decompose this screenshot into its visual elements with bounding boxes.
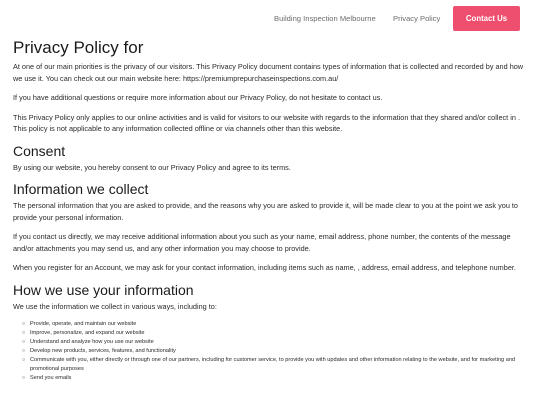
page-title: Privacy Policy for (13, 38, 144, 57)
section-heading-information-collect: Information we collect (13, 181, 149, 197)
list-item-text: Develop new products, services, features, and functionality (30, 348, 176, 354)
list-item (22, 356, 528, 374)
intro-paragraph: At one of our main priorities is the privacy of our visitors. This Privacy Policy document contains types of information that is collected and recorded by and how we use it. You can check out our main website here: https://premiumprepurchaseinspections.com.au/ (13, 62, 524, 83)
bullet-icon: ○ (22, 339, 26, 345)
list-item (22, 338, 528, 347)
list-item (22, 347, 528, 356)
list-item-text: Communicate with you, either directly or through one of our partners, including for customer service, to provide you with updates and other information relating to the website, and for marketing and promotional purposes (30, 357, 516, 372)
list-item (22, 374, 528, 383)
info-paragraph: If you contact us directly, we may receive additional information about you such as your name, email address, phone number, the contents of the message and/or attachments you may send us, and any other information you may choose to provide. (13, 232, 511, 253)
intro-paragraph: This Privacy Policy only applies to our online activities and is valid for visitors to our website with regards to the information that they shared and/or collect in . This policy is not applicable to any information collected offline or via channels other than this website. (13, 112, 520, 133)
section-heading-how-we-use: How we use your information (13, 281, 194, 298)
bullet-icon: ○ (22, 330, 26, 336)
bullet-icon: ○ (22, 321, 26, 327)
list-item-text: Understand and analyze how you use our website (30, 339, 154, 345)
how-we-use-intro: We use the information we collect in various ways, including to: (13, 301, 217, 311)
info-paragraph: When you register for an Account, we may ask for your contact information, including items such as name, , address, email address, and telephone number. (13, 263, 516, 272)
list-item-text: Send you emails (30, 375, 72, 381)
consent-paragraph: By using our website, you hereby consent to our Privacy Policy and agree to its terms. (13, 162, 291, 172)
nav-link-privacy-policy[interactable]: Privacy Policy (393, 14, 441, 23)
usage-list (13, 320, 528, 383)
bullet-icon: ○ (22, 375, 26, 381)
intro-paragraph: If you have additional questions or require more information about our Privacy Policy, do not hesitate to contact us. (13, 93, 383, 102)
section-heading-consent: Consent (13, 142, 66, 159)
list-item (22, 329, 528, 338)
nav-link-building-inspection[interactable]: Building Inspection Melbourne (274, 14, 376, 23)
list-item-text: Provide, operate, and maintain our website (30, 321, 137, 327)
bullet-icon: ○ (22, 348, 26, 354)
list-item-text: Improve, personalize, and expand our website (30, 330, 145, 336)
info-paragraph: The personal information that you are asked to provide, and the reasons why you are asked to provide it, will be made clear to you at the point we ask you to provide your personal information. (13, 201, 518, 222)
top-navigation (0, 0, 540, 38)
bullet-icon: ○ (22, 357, 26, 363)
contact-us-button[interactable]: Contact Us (453, 6, 520, 31)
list-item (22, 320, 528, 329)
main-content (13, 37, 528, 383)
